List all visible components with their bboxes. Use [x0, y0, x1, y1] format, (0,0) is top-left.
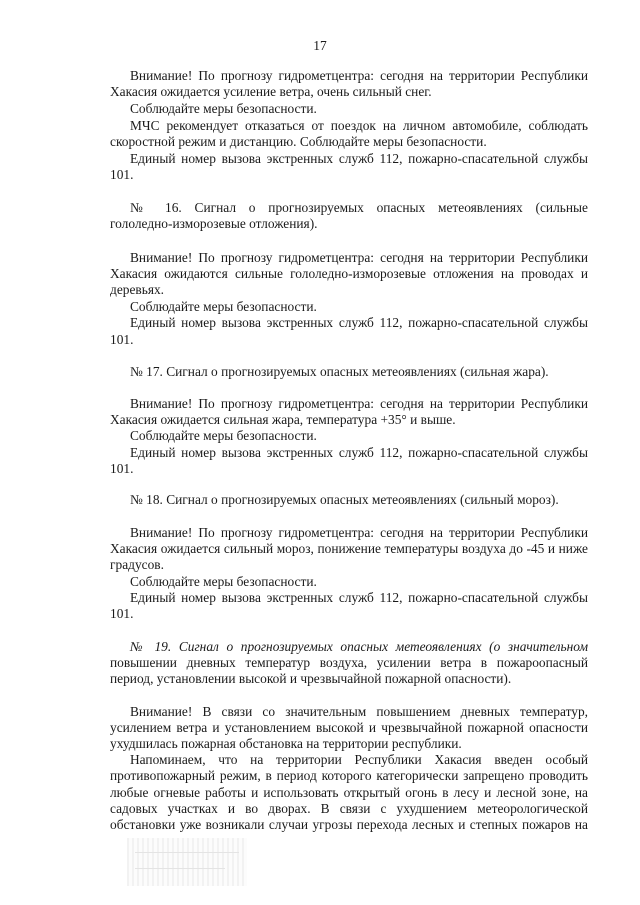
signal-heading: гололедно-изморозевые отложения). [110, 216, 318, 231]
text-line: Единый номер вызова экстренных служб 112, пожарно-спасательной службы [130, 590, 588, 605]
text-line: Внимание! По прогнозу гидрометцентра: сегодня на территории Республики [130, 525, 588, 540]
text-line: Соблюдайте меры безопасности. [130, 574, 317, 589]
page-number: 17 [313, 38, 327, 53]
text-line: Хакасия ожидается сильная жара, температура +35° и выше. [110, 412, 456, 427]
text-line: противопожарный режим, в период которого категорически запрещено проводить [110, 768, 588, 783]
text-line: Соблюдайте меры безопасности. [130, 428, 317, 443]
text-line: Внимание! По прогнозу гидрометцентра: сегодня на территории Республики [130, 396, 588, 411]
text-line: любые огневые работы и использовать открытый огонь в лесу и лесной зоне, на [110, 785, 588, 800]
text-line: садовых участках и во дворах. В связи с ухудшением метеорологической [110, 801, 588, 816]
text-line: скоростной режим и дистанцию. Соблюдайте меры безопасности. [110, 134, 487, 149]
text-line: Хакасия ожидается сильный мороз, понижение температуры воздуха до -45 и ниже [110, 541, 588, 556]
text-line: 101. [110, 461, 134, 476]
text-line: 101. [110, 167, 134, 182]
text-line: Соблюдайте меры безопасности. [130, 299, 317, 314]
text-line: градусов. [110, 557, 164, 572]
signal-heading: № 16. Сигнал о прогнозируемых опасных метеоявлениях (сильные [130, 200, 588, 215]
text-line: усилением ветра и установлением высокой и чрезвычайной пожарной опасности [110, 720, 588, 735]
text-line: Внимание! По прогнозу гидрометцентра: сегодня на территории Республики [130, 68, 588, 83]
text-line: Единый номер вызова экстренных служб 112, пожарно-спасательной службы [130, 315, 588, 330]
signal-heading: № 18. Сигнал о прогнозируемых опасных метеоявлениях (сильный мороз). [130, 492, 559, 507]
text-line: Соблюдайте меры безопасности. [130, 101, 317, 116]
text-line: Хакасия ожидается усиление ветра, очень сильный снег. [110, 84, 432, 99]
text-line: МЧС рекомендует отказаться от поездок на личном автомобиле, соблюдать [130, 118, 588, 133]
signal-heading: № 19. Сигнал о прогнозируемых опасных метеоявлениях (о значительном [130, 639, 588, 654]
signal-heading: повышении дневных температур воздуха, усилении ветра в пожароопасный [110, 655, 588, 670]
text-line: 101. [110, 332, 134, 347]
text-line: 101. [110, 606, 134, 621]
text-line: Внимание! По прогнозу гидрометцентра: сегодня на территории Республики [130, 250, 588, 265]
text-line: Единый номер вызова экстренных служб 112, пожарно-спасательной службы [130, 445, 588, 460]
text-line: Внимание! В связи со значительным повышением дневных температур, [130, 704, 588, 719]
signal-heading: период, установлении высокой и чрезвычайной пожарной опасности). [110, 671, 512, 686]
text-line: Единый номер вызова экстренных служб 112, пожарно-спасательной службы [130, 151, 588, 166]
faded-stamp [127, 838, 247, 886]
text-line: Напоминаем, что на территории Республики Хакасия введен особый [130, 752, 588, 767]
signal-heading: № 17. Сигнал о прогнозируемых опасных метеоявлениях (сильная жара). [130, 364, 549, 379]
text-line: ухудшилась пожарная обстановка на территории республики. [110, 736, 462, 751]
text-line: Хакасия ожидаются сильные гололедно-изморозевые отложения на проводах и [110, 266, 588, 281]
text-line: деревьях. [110, 282, 165, 297]
text-line: обстановки уже возникали случаи угрозы перехода лесных и степных пожаров на [110, 817, 588, 832]
